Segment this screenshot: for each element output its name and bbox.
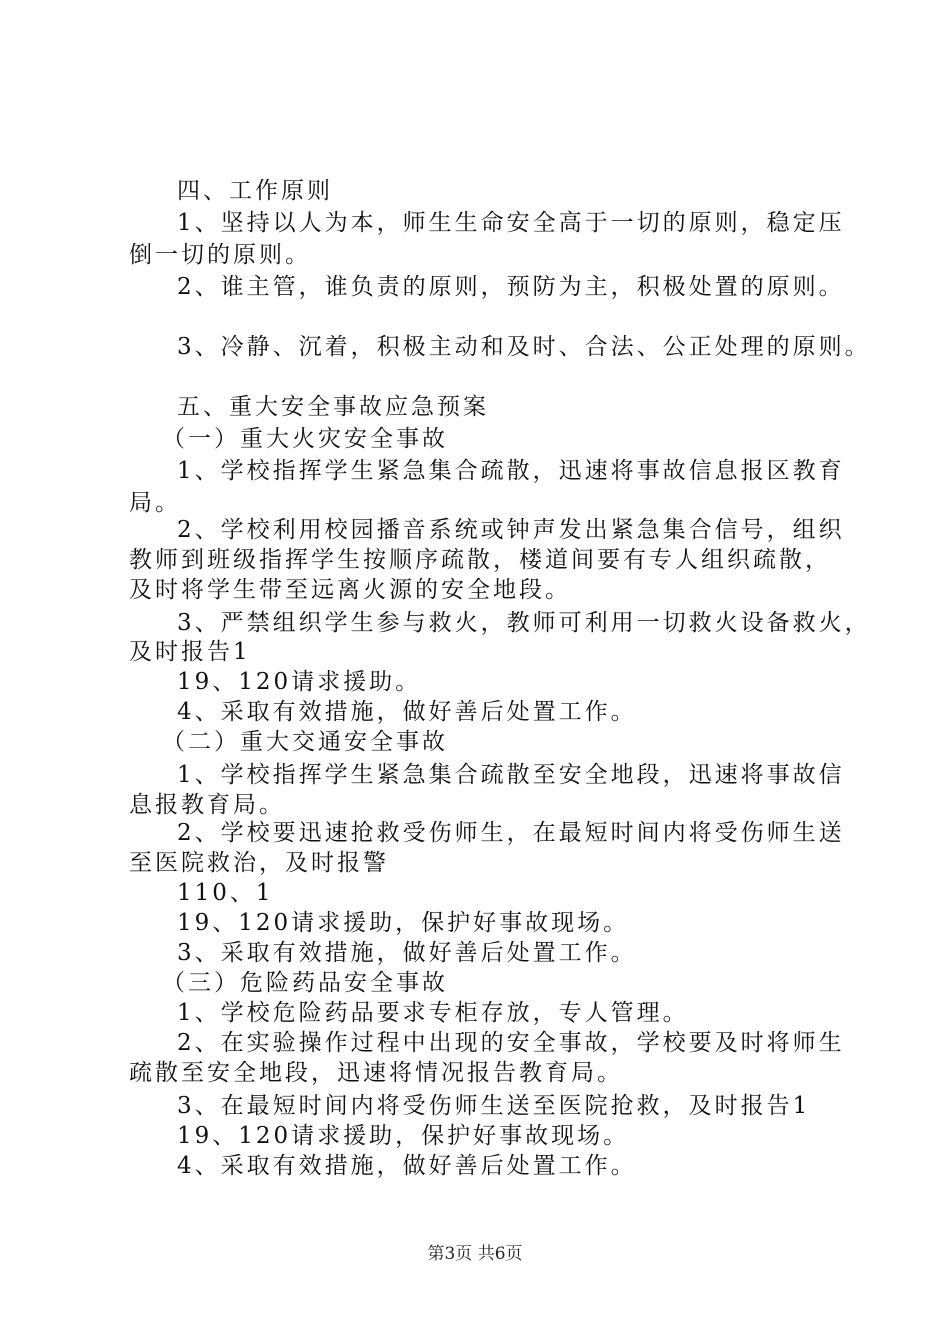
paragraph-line: 1、学校危险药品要求专柜存放，专人管理。 bbox=[177, 1000, 689, 1026]
paragraph-line: 2、学校利用校园播音系统或钟声发出紧急集合信号，组织 bbox=[177, 517, 845, 543]
paragraph-line: 4、采取有效措施，做好善后处置工作。 bbox=[177, 1153, 637, 1179]
paragraph-line: 息报教育局。 bbox=[129, 792, 285, 818]
subsection-heading: （二）重大交通安全事故 bbox=[162, 729, 448, 755]
paragraph-line: 3、冷静、沉着，积极主动和及时、合法、公正处理的原则。 bbox=[177, 334, 871, 360]
paragraph-line: 1、学校指挥学生紧急集合疏散，迅速将事故信息报区教育 bbox=[177, 458, 845, 484]
paragraph-line: 3、严禁组织学生参与救火，教师可利用一切救火设备救火， bbox=[177, 610, 871, 636]
paragraph-line: 及时报告1 bbox=[129, 639, 251, 665]
section-heading: 四、工作原则 bbox=[177, 178, 333, 204]
paragraph-line: 2、谁主管，谁负责的原则，预防为主，积极处置的原则。 bbox=[177, 274, 845, 300]
paragraph-line: 及时将学生带至远离火源的安全地段。 bbox=[129, 577, 571, 603]
page-number: 第3页 共6页 bbox=[427, 1244, 523, 1264]
paragraph-line: 3、在最短时间内将受伤师生送至医院抢救，及时报告1 bbox=[177, 1093, 811, 1119]
paragraph-line: 19、120请求援助，保护好事故现场。 bbox=[177, 910, 630, 936]
paragraph-line: 疏散至安全地段，迅速将情况报告教育局。 bbox=[129, 1060, 623, 1086]
subsection-heading: （一）重大火灾安全事故 bbox=[162, 426, 448, 452]
section-heading: 五、重大安全事故应急预案 bbox=[177, 394, 489, 420]
paragraph-line: 110、1 bbox=[177, 880, 274, 906]
paragraph-line: 2、学校要迅速抢救受伤师生，在最短时间内将受伤师生送 bbox=[177, 820, 845, 846]
paragraph-line: 2、在实验操作过程中出现的安全事故，学校要及时将师生 bbox=[177, 1030, 845, 1056]
paragraph-line: 1、学校指挥学生紧急集合疏散至安全地段，迅速将事故信 bbox=[177, 762, 845, 788]
subsection-heading: （三）危险药品安全事故 bbox=[162, 970, 448, 996]
paragraph-line: 教师到班级指挥学生按顺序疏散，楼道间要有专人组织疏散， bbox=[129, 547, 831, 573]
paragraph-line: 3、采取有效措施，做好善后处置工作。 bbox=[177, 940, 637, 966]
paragraph-line: 19、120请求援助。 bbox=[177, 669, 422, 695]
paragraph-line: 4、采取有效措施，做好善后处置工作。 bbox=[177, 699, 637, 725]
paragraph-line: 至医院救治，及时报警 bbox=[129, 850, 389, 876]
paragraph-line: 倒一切的原则。 bbox=[129, 242, 311, 268]
paragraph-line: 局。 bbox=[129, 490, 181, 516]
paragraph-line: 1、坚持以人为本，师生生命安全高于一切的原则，稳定压 bbox=[177, 210, 845, 236]
paragraph-line: 19、120请求援助，保护好事故现场。 bbox=[177, 1123, 630, 1149]
